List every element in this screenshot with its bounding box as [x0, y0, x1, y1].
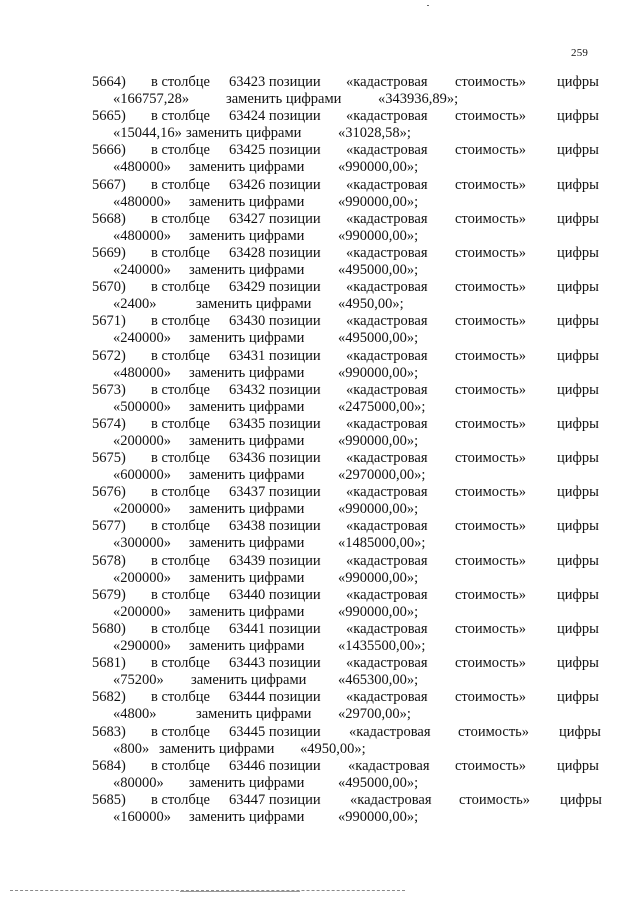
item-number: 5683) [92, 723, 126, 740]
item-number: 5670) [92, 279, 126, 296]
column-phrase: в столбце [151, 552, 210, 569]
amendment-line-1 [0, 621, 640, 638]
word-cifry: цифры [557, 176, 599, 193]
replace-phrase: заменить цифрами [189, 808, 305, 825]
amendment-line-1 [0, 177, 640, 194]
item-number: 5681) [92, 655, 126, 672]
amendment-line-1 [0, 553, 640, 570]
replace-phrase: заменить цифрами [189, 501, 305, 518]
new-value: «990000,00»; [338, 808, 419, 825]
position-code: 63435 позиции [229, 415, 321, 432]
new-value: «495000,00»; [338, 330, 419, 347]
replace-phrase: заменить цифрами [189, 227, 305, 244]
replace-phrase: заменить цифрами [189, 535, 305, 552]
word-cifry: цифры [560, 791, 602, 808]
amendment-entry [0, 484, 640, 518]
amendment-entry [0, 518, 640, 552]
replace-phrase: заменить цифрами [189, 330, 305, 347]
replace-phrase: заменить цифрами [191, 672, 307, 689]
amendment-entry [0, 416, 640, 450]
old-value: «15044,16» [113, 125, 182, 142]
position-code: 63425 позиции [229, 142, 321, 159]
word-stoimost: стоимость» [455, 450, 527, 467]
column-phrase: в столбце [151, 74, 210, 90]
replace-phrase: заменить цифрами [189, 261, 305, 278]
amendment-line-2 [0, 365, 640, 382]
new-value: «2475000,00»; [338, 398, 426, 415]
position-code: 63432 позиции [229, 381, 321, 398]
word-kadastrovaya: «кадастровая [346, 450, 428, 467]
amendment-line-2 [0, 91, 640, 108]
position-code: 63430 позиции [229, 313, 321, 330]
word-stoimost: стоимость» [455, 347, 527, 364]
amendment-line-1 [0, 279, 640, 296]
item-number: 5664) [92, 74, 126, 90]
position-code: 63423 позиции [229, 74, 321, 90]
word-cifry: цифры [557, 586, 599, 603]
new-value: «4950,00»; [338, 296, 404, 313]
old-value: «4800» [113, 706, 157, 723]
word-cifry: цифры [557, 552, 599, 569]
replace-phrase: заменить цифрами [226, 91, 342, 107]
replace-phrase: заменить цифрами [189, 603, 305, 620]
amendment-line-2 [0, 433, 640, 450]
amendment-line-1 [0, 382, 640, 399]
replace-phrase: заменить цифрами [189, 569, 305, 586]
word-cifry: цифры [557, 279, 599, 296]
item-number: 5678) [92, 552, 126, 569]
amendment-entry [0, 724, 640, 758]
column-phrase: в столбце [151, 347, 210, 364]
word-stoimost: стоимость» [455, 108, 527, 125]
old-value: «500000» [113, 398, 171, 415]
amendment-entry [0, 621, 640, 655]
word-stoimost: стоимость» [455, 279, 527, 296]
old-value: «480000» [113, 193, 171, 210]
item-number: 5680) [92, 621, 126, 637]
position-code: 63447 позиции [229, 791, 321, 808]
word-stoimost: стоимость» [459, 791, 531, 808]
amendment-line-1 [0, 689, 640, 706]
word-kadastrovaya: «кадастровая [346, 621, 428, 637]
word-stoimost: стоимость» [455, 757, 527, 774]
replace-phrase: заменить цифрами [196, 706, 312, 723]
word-stoimost: стоимость» [455, 176, 527, 193]
amendment-line-1 [0, 518, 640, 535]
old-value: «200000» [113, 603, 171, 620]
old-value: «80000» [113, 774, 164, 791]
amendment-line-2 [0, 194, 640, 211]
word-kadastrovaya: «кадастровая [346, 313, 428, 330]
new-value: «31028,58»; [338, 125, 411, 142]
old-value: «290000» [113, 638, 171, 654]
amendment-line-2 [0, 467, 640, 484]
column-phrase: в столбце [151, 723, 210, 740]
amendment-entry [0, 348, 640, 382]
old-value: «200000» [113, 501, 171, 518]
item-number: 5675) [92, 450, 126, 467]
column-phrase: в столбце [151, 108, 210, 125]
old-value: «75200» [113, 672, 164, 689]
new-value: «495000,00»; [338, 774, 419, 791]
word-stoimost: стоимость» [455, 381, 527, 398]
column-phrase: в столбце [151, 689, 210, 706]
position-code: 63438 позиции [229, 518, 321, 535]
new-value: «990000,00»; [338, 193, 419, 210]
amendment-line-2 [0, 501, 640, 518]
new-value: «1435500,00»; [338, 638, 426, 654]
item-number: 5677) [92, 518, 126, 535]
word-kadastrovaya: «кадастровая [346, 518, 428, 535]
column-phrase: в столбце [151, 313, 210, 330]
column-phrase: в столбце [151, 279, 210, 296]
new-value: «465300,00»; [338, 672, 419, 689]
amendment-entry [0, 108, 640, 142]
word-cifry: цифры [557, 108, 599, 125]
new-value: «990000,00»; [338, 432, 419, 449]
old-value: «166757,28» [113, 91, 190, 107]
word-cifry: цифры [557, 347, 599, 364]
amendment-line-1 [0, 142, 640, 159]
word-cifry: цифры [557, 757, 599, 774]
new-value: «29700,00»; [338, 706, 411, 723]
word-kadastrovaya: «кадастровая [349, 723, 431, 740]
column-phrase: в столбце [151, 586, 210, 603]
old-value: «600000» [113, 467, 171, 484]
amendment-entry [0, 792, 640, 826]
word-kadastrovaya: «кадастровая [350, 791, 432, 808]
column-phrase: в столбце [151, 176, 210, 193]
amendment-entry [0, 587, 640, 621]
amendment-line-2 [0, 228, 640, 245]
position-code: 63439 позиции [229, 552, 321, 569]
item-number: 5673) [92, 381, 126, 398]
amendment-line-1 [0, 348, 640, 365]
column-phrase: в столбце [151, 381, 210, 398]
item-number: 5685) [92, 791, 126, 808]
word-stoimost: стоимость» [455, 552, 527, 569]
new-value: «1485000,00»; [338, 535, 426, 552]
word-kadastrovaya: «кадастровая [346, 655, 428, 672]
word-kadastrovaya: «кадастровая [346, 108, 428, 125]
word-stoimost: стоимость» [455, 484, 527, 501]
amendment-line-1 [0, 484, 640, 501]
column-phrase: в столбце [151, 791, 210, 808]
word-kadastrovaya: «кадастровая [348, 757, 430, 774]
amendment-line-1 [0, 108, 640, 125]
old-value: «300000» [113, 535, 171, 552]
item-number: 5665) [92, 108, 126, 125]
column-phrase: в столбце [151, 518, 210, 535]
amendment-entry [0, 655, 640, 689]
amendment-entry [0, 177, 640, 211]
amendment-line-2 [0, 570, 640, 587]
word-cifry: цифры [557, 381, 599, 398]
amendment-list [0, 74, 640, 826]
word-cifry: цифры [557, 142, 599, 159]
column-phrase: в столбце [151, 142, 210, 159]
item-number: 5684) [92, 757, 126, 774]
amendment-entry [0, 758, 640, 792]
word-kadastrovaya: «кадастровая [346, 552, 428, 569]
column-phrase: в столбце [151, 757, 210, 774]
word-kadastrovaya: «кадастровая [346, 176, 428, 193]
word-kadastrovaya: «кадастровая [346, 244, 428, 261]
word-stoimost: стоимость» [455, 518, 527, 535]
amendment-entry [0, 142, 640, 176]
new-value: «990000,00»; [338, 159, 419, 176]
amendment-entry [0, 450, 640, 484]
item-number: 5676) [92, 484, 126, 501]
word-cifry: цифры [557, 244, 599, 261]
word-cifry: цифры [557, 484, 599, 501]
word-kadastrovaya: «кадастровая [346, 279, 428, 296]
word-kadastrovaya: «кадастровая [346, 74, 428, 90]
item-number: 5682) [92, 689, 126, 706]
amendment-line-1 [0, 587, 640, 604]
amendment-line-2 [0, 775, 640, 792]
amendment-line-2 [0, 159, 640, 176]
word-kadastrovaya: «кадастровая [346, 586, 428, 603]
word-cifry: цифры [557, 74, 599, 90]
new-value: «990000,00»; [338, 364, 419, 381]
replace-phrase: заменить цифрами [189, 159, 305, 176]
word-cifry: цифры [557, 210, 599, 227]
amendment-line-2 [0, 296, 640, 313]
item-number: 5671) [92, 313, 126, 330]
old-value: «800» [113, 740, 150, 757]
amendment-line-2 [0, 399, 640, 416]
position-code: 63429 позиции [229, 279, 321, 296]
scan-speck [427, 5, 429, 6]
item-number: 5669) [92, 244, 126, 261]
amendment-entry [0, 382, 640, 416]
new-value: «2970000,00»; [338, 467, 426, 484]
position-code: 63431 позиции [229, 347, 321, 364]
word-cifry: цифры [557, 518, 599, 535]
new-value: «990000,00»; [338, 569, 419, 586]
replace-phrase: заменить цифрами [159, 740, 275, 757]
word-cifry: цифры [557, 689, 599, 706]
replace-phrase: заменить цифрами [189, 364, 305, 381]
position-code: 63445 позиции [229, 723, 321, 740]
word-stoimost: стоимость» [455, 142, 527, 159]
word-stoimost: стоимость» [455, 244, 527, 261]
amendment-entry [0, 689, 640, 723]
new-value: «495000,00»; [338, 261, 419, 278]
word-kadastrovaya: «кадастровая [346, 381, 428, 398]
word-stoimost: стоимость» [455, 689, 527, 706]
position-code: 63428 позиции [229, 244, 321, 261]
old-value: «200000» [113, 569, 171, 586]
column-phrase: в столбце [151, 450, 210, 467]
word-kadastrovaya: «кадастровая [346, 415, 428, 432]
new-value: «990000,00»; [338, 227, 419, 244]
amendment-line-1 [0, 758, 640, 775]
word-cifry: цифры [557, 313, 599, 330]
old-value: «160000» [113, 808, 171, 825]
word-cifry: цифры [557, 415, 599, 432]
amendment-line-1 [0, 724, 640, 741]
amendment-line-2 [0, 535, 640, 552]
replace-phrase: заменить цифрами [189, 638, 305, 654]
amendment-entry [0, 553, 640, 587]
new-value: «4950,00»; [300, 740, 366, 757]
old-value: «240000» [113, 330, 171, 347]
old-value: «480000» [113, 159, 171, 176]
amendment-line-1 [0, 450, 640, 467]
replace-phrase: заменить цифрами [189, 467, 305, 484]
old-value: «480000» [113, 364, 171, 381]
item-number: 5672) [92, 347, 126, 364]
position-code: 63446 позиции [229, 757, 321, 774]
word-kadastrovaya: «кадастровая [346, 210, 428, 227]
new-value: «343936,89»; [378, 91, 459, 107]
word-kadastrovaya: «кадастровая [346, 347, 428, 364]
amendment-line-2 [0, 125, 640, 142]
position-code: 63436 позиции [229, 450, 321, 467]
amendment-line-1 [0, 74, 640, 91]
amendment-line-1 [0, 313, 640, 330]
amendment-entry [0, 279, 640, 313]
word-kadastrovaya: «кадастровая [346, 689, 428, 706]
word-cifry: цифры [557, 655, 599, 672]
position-code: 63437 позиции [229, 484, 321, 501]
amendment-entry [0, 245, 640, 279]
word-stoimost: стоимость» [455, 655, 527, 672]
old-value: «200000» [113, 432, 171, 449]
old-value: «2400» [113, 296, 157, 313]
amendment-line-1 [0, 416, 640, 433]
position-code: 63427 позиции [229, 210, 321, 227]
word-stoimost: стоимость» [455, 586, 527, 603]
column-phrase: в столбце [151, 621, 210, 637]
column-phrase: в столбце [151, 210, 210, 227]
word-cifry: цифры [557, 450, 599, 467]
word-stoimost: стоимость» [455, 415, 527, 432]
position-code: 63443 позиции [229, 655, 321, 672]
item-number: 5666) [92, 142, 126, 159]
amendment-line-1 [0, 792, 640, 809]
item-number: 5668) [92, 210, 126, 227]
amendment-line-2 [0, 741, 640, 758]
word-stoimost: стоимость» [455, 210, 527, 227]
amendment-line-2 [0, 330, 640, 347]
word-cifry: цифры [557, 621, 599, 637]
amendment-line-1 [0, 655, 640, 672]
column-phrase: в столбце [151, 244, 210, 261]
amendment-line-2 [0, 638, 640, 655]
position-code: 63424 позиции [229, 108, 321, 125]
position-code: 63444 позиции [229, 689, 321, 706]
word-stoimost: стоимость» [458, 723, 530, 740]
amendment-line-2 [0, 809, 640, 826]
amendment-line-2 [0, 262, 640, 279]
replace-phrase: заменить цифрами [189, 432, 305, 449]
amendment-entry [0, 74, 640, 108]
amendment-line-1 [0, 245, 640, 262]
item-number: 5674) [92, 415, 126, 432]
column-phrase: в столбце [151, 655, 210, 672]
replace-phrase: заменить цифрами [189, 193, 305, 210]
word-stoimost: стоимость» [455, 313, 527, 330]
amendment-line-2 [0, 672, 640, 689]
amendment-entry [0, 313, 640, 347]
old-value: «480000» [113, 227, 171, 244]
replace-phrase: заменить цифрами [186, 125, 302, 142]
column-phrase: в столбце [151, 484, 210, 501]
replace-phrase: заменить цифрами [189, 398, 305, 415]
word-stoimost: стоимость» [455, 74, 527, 90]
replace-phrase: заменить цифрами [189, 774, 305, 791]
item-number: 5679) [92, 586, 126, 603]
amendment-line-1 [0, 211, 640, 228]
position-code: 63440 позиции [229, 586, 321, 603]
amendment-entry [0, 211, 640, 245]
amendment-line-2 [0, 604, 640, 621]
item-number: 5667) [92, 176, 126, 193]
column-phrase: в столбце [151, 415, 210, 432]
replace-phrase: заменить цифрами [196, 296, 312, 313]
word-stoimost: стоимость» [455, 621, 527, 637]
new-value: «990000,00»; [338, 603, 419, 620]
position-code: 63426 позиции [229, 176, 321, 193]
footer-rule-segment [180, 891, 300, 892]
position-code: 63441 позиции [229, 621, 321, 637]
page-number: 259 [571, 47, 589, 59]
amendment-line-2 [0, 706, 640, 723]
new-value: «990000,00»; [338, 501, 419, 518]
word-kadastrovaya: «кадастровая [346, 484, 428, 501]
old-value: «240000» [113, 261, 171, 278]
word-kadastrovaya: «кадастровая [346, 142, 428, 159]
word-cifry: цифры [559, 723, 601, 740]
